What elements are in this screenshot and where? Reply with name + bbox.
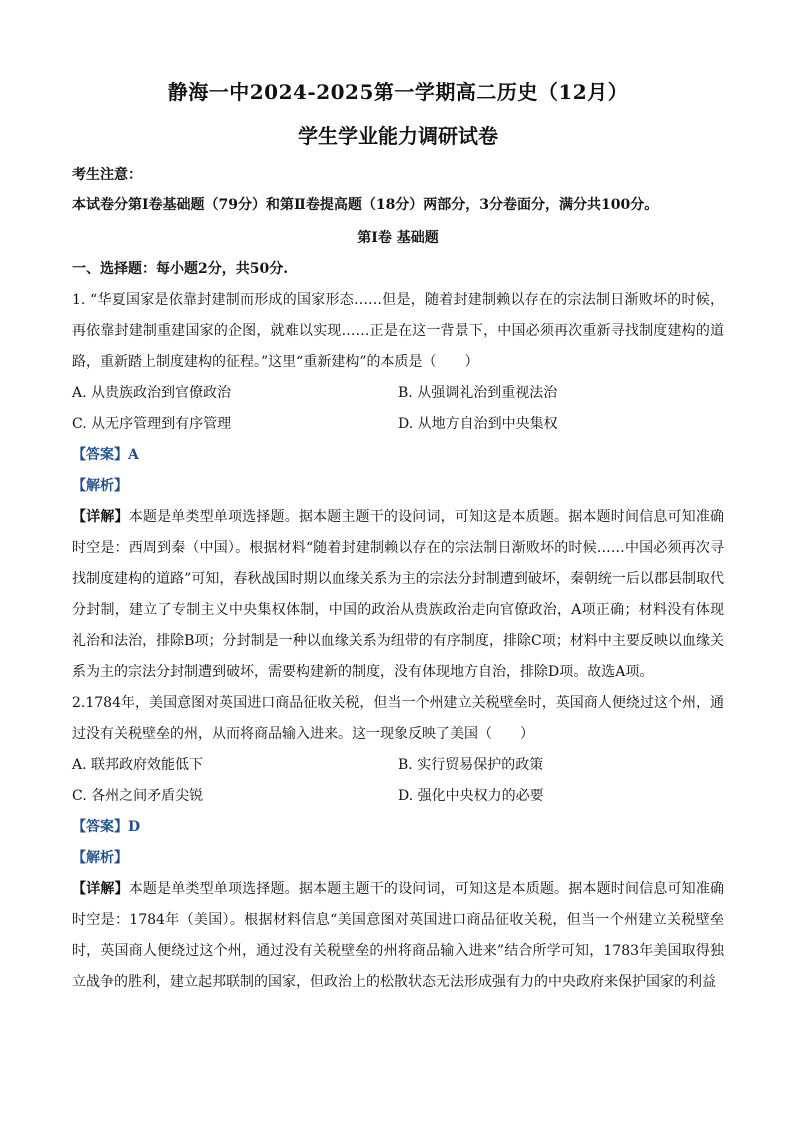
notice-text: 本试卷分第Ⅰ卷基础题（79分）和第Ⅱ卷提高题（18分）两部分，3分卷面分，满分共100分。	[72, 197, 659, 213]
question-stem: 2.1784年，美国意图对英国进口商品征收关税，但当一个州建立关税壁垒时，英国商人便绕过这个州，通过没有关税壁垒的州，从而将商品输入进来。这一现象反映了美国（ ）	[72, 695, 724, 742]
detail-text	[72, 874, 724, 998]
notice-label: 考生注意：	[72, 167, 142, 183]
part-title: 一、选择题：每小题2分，共50分.	[72, 261, 289, 277]
option-d: D. 从地方自治到中央集权	[398, 416, 558, 432]
question-1	[72, 285, 724, 688]
answer-label: 【答案】A	[72, 447, 139, 463]
option-d: D. 强化中央权力的必要	[398, 788, 544, 804]
exam-subtitle: 学生学业能力调研试卷	[298, 124, 498, 148]
detail-body: 本题是单类型单项选择题。据本题主题干的设问词，可知这是本质题。据本题时间信息可知准确时空是：1784年（美国）。根据材料信息“美国意图对英国进口商品征收关税，但当一个州建立关税壁垒时，英国商人便绕过这个州，通过没有关税壁垒的州将商品输入进来”结合所学可知，1783年美国取得独立战争的胜利，建立起邦联制的国家，但政治上的松散状态无法形成强有力的中央政府来保护国家的利益	[72, 881, 725, 990]
document-page	[72, 60, 724, 998]
question-2	[72, 688, 724, 998]
option-a: A. 联邦政府效能低下	[72, 757, 204, 773]
option-c: C. 从无序管理到有序管理	[72, 416, 232, 432]
exam-title: 静海一中2024-2025第一学期高二历史（12月）	[167, 80, 629, 104]
detail-text	[72, 502, 724, 688]
question-options	[72, 378, 724, 440]
detail-tag: 【详解】	[72, 881, 129, 897]
option-a: A. 从贵族政治到官僚政治	[72, 385, 232, 401]
section-title: 第Ⅰ卷 基础题	[357, 230, 439, 246]
option-b: B. 实行贸易保护的政策	[398, 757, 544, 773]
analysis-label: 【解析】	[72, 850, 128, 866]
detail-body: 本题是单类型单项选择题。据本题主题干的设问词，可知这是本质题。据本题时间信息可知准确时空是：西周到秦（中国）。根据材料“随着封建制赖以存在的宗法制日渐败坏的时候……中国必须再次寻找制度建构的道路”可知，春秋战国时期以血缘关系为主的宗法分封制遭到破坏，秦朝统一后以郡县制取代分封制，建立了专制主义中央集权体制，中国的政治从贵族政治走向官僚政治，A项正确；材料没有体现礼治和法治，排除B项；分封制是一种以血缘关系为纽带的有序制度，排除C项；材料中主要反映以血缘关系为主的宗法分封制遭到破坏，需要构建新的制度，没有体现地方自治，排除D项。故选A项。	[72, 509, 725, 680]
question-stem: 1. “华夏国家是依靠封建制而形成的国家形态……但是，随着封建制赖以存在的宗法制日渐败坏的时候，再依靠封建制重建国家的企图，就难以实现……正是在这一背景下，中国必须再次重新寻找制度建构的道路，重新踏上制度建构的征程。”这里“重新建构”的本质是（ ）	[72, 292, 724, 370]
analysis-label: 【解析】	[72, 478, 128, 494]
option-b: B. 从强调礼治到重视法治	[398, 385, 558, 401]
question-options	[72, 750, 724, 812]
detail-tag: 【详解】	[72, 509, 129, 525]
option-c: C. 各州之间矛盾尖锐	[72, 788, 204, 804]
answer-label: 【答案】D	[72, 819, 141, 835]
